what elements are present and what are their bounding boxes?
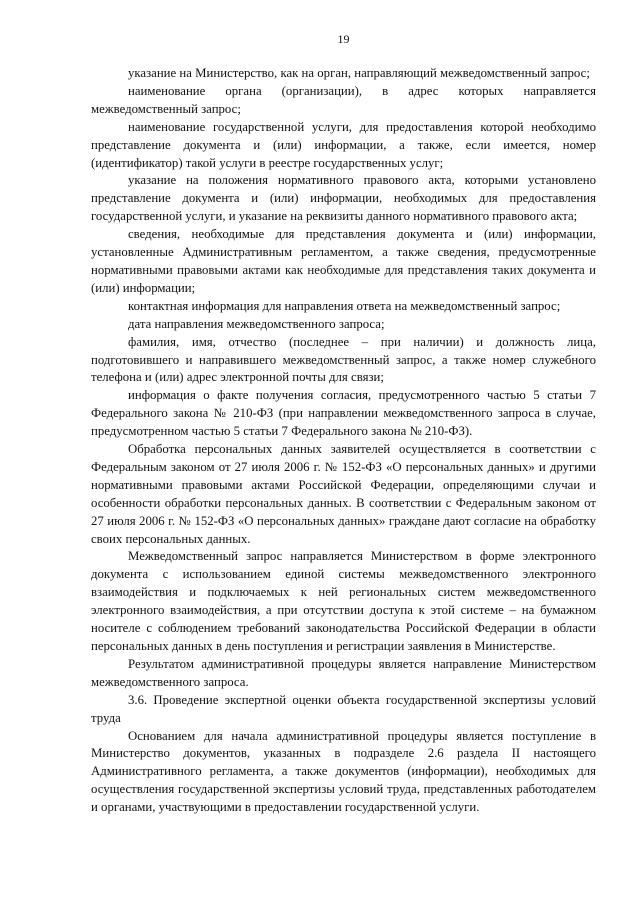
paragraph-request-delivery: Межведомственный запрос направляется Министерством в форме электронного документа с использованием единой системы межведомственного электронного взаимодействия и подключаемых к ней региональных систем межведомственного электронного взаимодействия, а при отсутствии доступа к этой системе – на бумажном носителе с соблюдением требований законодательства Российской Федерации в области персональных данных в день поступления и регистрации заявления в Министерстве. <box>91 549 596 653</box>
paragraph-contact-information: контактная информация для направления ответа на межведомственный запрос; <box>128 298 561 313</box>
paragraph-legal-act-reference: указание на положения нормативного правового акта, которыми установлено представление документа и (или) информации, необходимых для предоставления государственной услуги, и указание на реквизиты данного нормативного правового акта; <box>91 173 596 224</box>
paragraph-personal-data-processing: Обработка персональных данных заявителей осуществляется в соответствии с Федеральным законом от 27 июля 2006 г. № 152-ФЗ «О персональных данных» и другими нормативными правовыми актами Российской Федерации, определяющими случаи и особенности обработки персональных данных. В соответствии с Федеральным законом от 27 июля 2006 г. № 152-ФЗ «О персональных данных» граждане дают согласие на обработку своих персональных данных. <box>91 442 596 546</box>
paragraph-consent-information: информация о факте получения согласия, предусмотренного частью 5 статьи 7 Федерального закона № 210-ФЗ (при направлении межведомственного запроса в случае, предусмотренном частью 5 статьи 7 Федерального закона № 210-ФЗ). <box>91 388 596 439</box>
paragraph-procedure-basis: Основанием для начала административной процедуры является поступление в Министерство документов, указанных в подразделе 2.6 раздела II настоящего Административного регламента, а также документов (информации), необходимых для осуществления государственной экспертизы условий труда, представленных работодателем и органами, участвующими в предоставлении государственной услуги. <box>91 728 596 815</box>
paragraph-request-date: дата направления межведомственного запроса; <box>128 316 385 331</box>
section-heading-3-6: 3.6. Проведение экспертной оценки объекта государственной экспертизы условий труда <box>91 692 596 725</box>
paragraph-procedure-result: Результатом административной процедуры является направление Министерством межведомственного запроса. <box>91 656 596 689</box>
document-page <box>91 32 596 817</box>
paragraph-ministry-as-requester: указание на Министерство, как на орган, направляющий межведомственный запрос; <box>128 66 590 80</box>
paragraph-responsible-person: фамилия, имя, отчество (последнее – при наличии) и должность лица, подготовившего и направившего межведомственный запрос, а также номер служебного телефона и (или) адрес электронной почты для связи; <box>91 334 596 385</box>
paragraph-recipient-organization: наименование органа (организации), в адрес которых направляется межведомственный запрос; <box>91 83 596 116</box>
paragraph-service-name: наименование государственной услуги, для предоставления которой необходимо представление документа и (или) информации, а также, если имеется, номер (идентификатор) такой услуги в реестре государственных услуг; <box>91 119 596 170</box>
paragraph-required-information: сведения, необходимые для представления документа и (или) информации, установленные Административным регламентом, а также сведения, предусмотренные нормативными правовыми актами как необходимые для представления таких документа и (или) информации; <box>91 227 596 295</box>
page-number: 19 <box>337 32 350 46</box>
